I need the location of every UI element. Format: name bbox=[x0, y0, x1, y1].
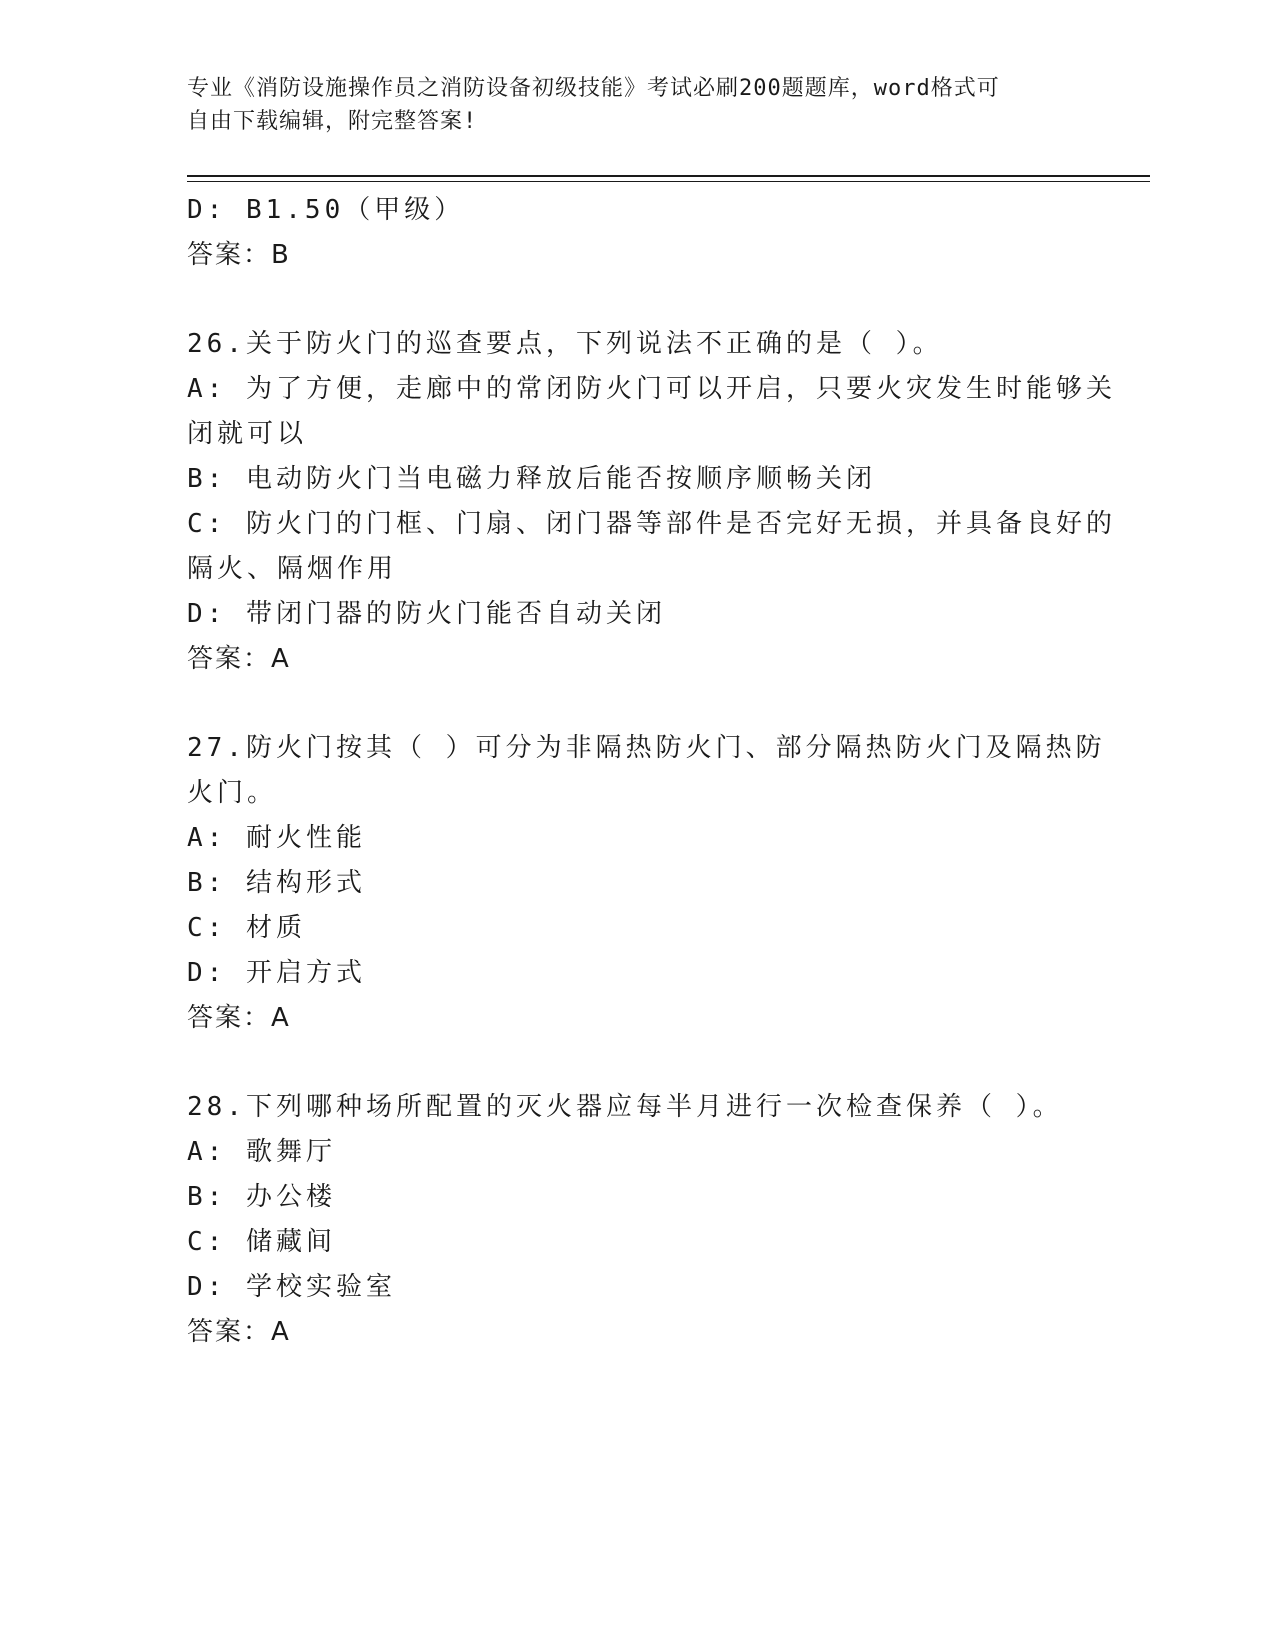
question-27-text-line-1: 27.防火门按其（ ）可分为非隔热防火门、部分隔热防火门及隔热防 bbox=[187, 733, 1106, 763]
question-28-option-b: B: 办公楼 bbox=[187, 1182, 336, 1212]
question-26-option-c-line-2: 隔火、隔烟作用 bbox=[187, 554, 398, 584]
prev-question-answer: 答案：B bbox=[187, 240, 291, 270]
question-26-option-a-line-1: A: 为了方便，走廊中的常闭防火门可以开启，只要火灾发生时能够关 bbox=[187, 374, 1116, 404]
question-28 bbox=[187, 1085, 1087, 1355]
document-header bbox=[187, 72, 1087, 138]
question-26-option-d: D: 带闭门器的防火门能否自动关闭 bbox=[187, 599, 666, 629]
question-27-option-d: D: 开启方式 bbox=[187, 958, 366, 988]
header-line-2: 自由下载编辑，附完整答案! bbox=[187, 109, 478, 134]
question-28-option-d: D: 学校实验室 bbox=[187, 1272, 396, 1302]
question-26-answer: 答案：A bbox=[187, 644, 291, 674]
header-divider-thin bbox=[187, 181, 1150, 182]
question-27-answer: 答案：A bbox=[187, 1003, 291, 1033]
question-28-option-a: A: 歌舞厅 bbox=[187, 1137, 336, 1167]
question-26-text: 26.关于防火门的巡查要点，下列说法不正确的是（ ）。 bbox=[187, 329, 943, 359]
header-divider-thick bbox=[187, 175, 1150, 177]
header-line-1: 专业《消防设施操作员之消防设备初级技能》考试必刷200题题库，word格式可 bbox=[187, 76, 1000, 101]
question-27-option-b: B: 结构形式 bbox=[187, 868, 366, 898]
prev-question-option-d: D: B1.50（甲级） bbox=[187, 195, 465, 225]
question-26-option-c-line-1: C: 防火门的门框、门扇、闭门器等部件是否完好无损，并具备良好的 bbox=[187, 509, 1116, 539]
spacer bbox=[187, 682, 1087, 726]
question-28-answer: 答案：A bbox=[187, 1317, 291, 1347]
question-27-option-c: C: 材质 bbox=[187, 913, 306, 943]
spacer bbox=[187, 1041, 1087, 1085]
question-26 bbox=[187, 322, 1116, 682]
question-27 bbox=[187, 726, 1106, 1041]
question-26-option-a-line-2: 闭就可以 bbox=[187, 419, 308, 449]
question-26-option-b: B: 电动防火门当电磁力释放后能否按顺序顺畅关闭 bbox=[187, 464, 876, 494]
spacer bbox=[187, 278, 1087, 322]
question-28-text: 28.下列哪种场所配置的灭火器应每半月进行一次检查保养（ ）。 bbox=[187, 1092, 1063, 1122]
question-28-option-c: C: 储藏间 bbox=[187, 1227, 336, 1257]
question-27-text-line-2: 火门。 bbox=[187, 778, 278, 808]
question-list bbox=[187, 188, 1116, 1355]
question-27-option-a: A: 耐火性能 bbox=[187, 823, 366, 853]
